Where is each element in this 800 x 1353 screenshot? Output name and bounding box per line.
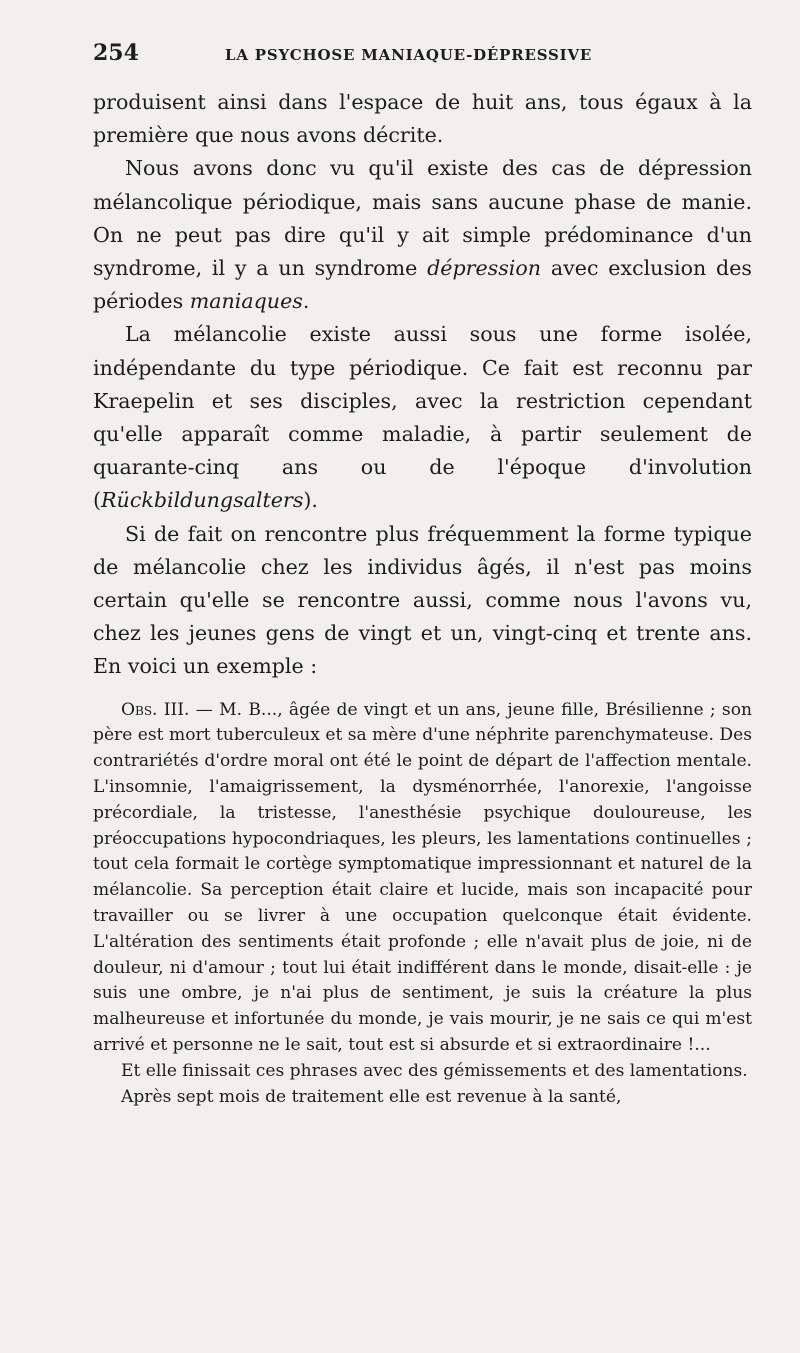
observation-paragraph-3: Après sept mois de traitement elle est revenue à la santé,	[121, 1086, 622, 1107]
main-text	[93, 86, 752, 684]
paragraph-melancolie: La mélancolie existe aussi sous une forme isolée, indépendante du type périodique. Ce fait est reconnu par Kraepelin et ses disciples, avec la restriction cependant qu'elle apparaît comme maladie, à partir seulement de quarante-cinq ans ou de l'époque d'involution (Rückbildungsalters).	[93, 322, 752, 513]
page-number: 254	[93, 40, 139, 66]
page-header	[93, 40, 752, 76]
observation-label: Obs. III.	[121, 699, 190, 720]
emphasis-maniaques: maniaques	[189, 289, 303, 314]
observation-block	[93, 698, 752, 1111]
page-body	[93, 86, 752, 1110]
emphasis-rueckbildungsalters: Rückbildungsalters	[101, 488, 304, 513]
paragraph-depression: Nous avons donc vu qu'il existe des cas de dépression mélancolique périodique, mais sans aucune phase de manie. On ne peut pas dire qu'il y ait simple prédominance d'un syndrome, il y a un syndrome dépression avec exclusion des périodes maniaques.	[93, 156, 752, 314]
running-title: LA PSYCHOSE MANIAQUE-DÉPRESSIVE	[225, 46, 593, 64]
observation-paragraph-2: Et elle finissait ces phrases avec des gémissements et des lamentations.	[121, 1060, 748, 1081]
emphasis-depression: dépression	[427, 256, 542, 281]
paragraph-continuation: produisent ainsi dans l'espace de huit ans, tous égaux à la première que nous avons décrite.	[93, 90, 752, 148]
observation-paragraph: Obs. III. — M. B..., âgée de vingt et un ans, jeune fille, Brésilienne ; son père est mort tuberculeux et sa mère d'une néphrite parenchymateuse. Des contrariétés d'ordre moral ont été le point de départ de l'affection mentale. L'insomnie, l'amaigrissement, la dysménorrhée, l'anorexie, l'angoisse précordiale, la tristesse, l'anesthésie psychique douloureuse, les préoccupations hypocondriaques, les pleurs, les lamentations continuelles ; tout cela formait le cortège symptomatique impressionnant et naturel de la mélancolie. Sa perception était claire et lucide, mais son incapacité pour travailler ou se livrer à une occupation quelconque était évidente. L'altération des sentiments était profonde ; elle n'avait plus de joie, ni de douleur, ni d'amour ; tout lui était indifférent dans le monde, disait-elle : je suis une ombre, je n'ai plus de sentiment, je suis la créature la plus malheureuse et infortunée du monde, je vais mourir, je ne sais ce qui m'est arrivé et personne ne le sait, tout est si absurde et si extraordinaire !...	[93, 699, 752, 1056]
paragraph-exemple: Si de fait on rencontre plus fréquemment la forme typique de mélancolie chez les individus âgés, il n'est pas moins certain qu'elle se rencontre aussi, comme nous l'avons vu, chez les jeunes gens de vingt et un, vingt-cinq et trente ans. En voici un exemple :	[93, 521, 752, 679]
